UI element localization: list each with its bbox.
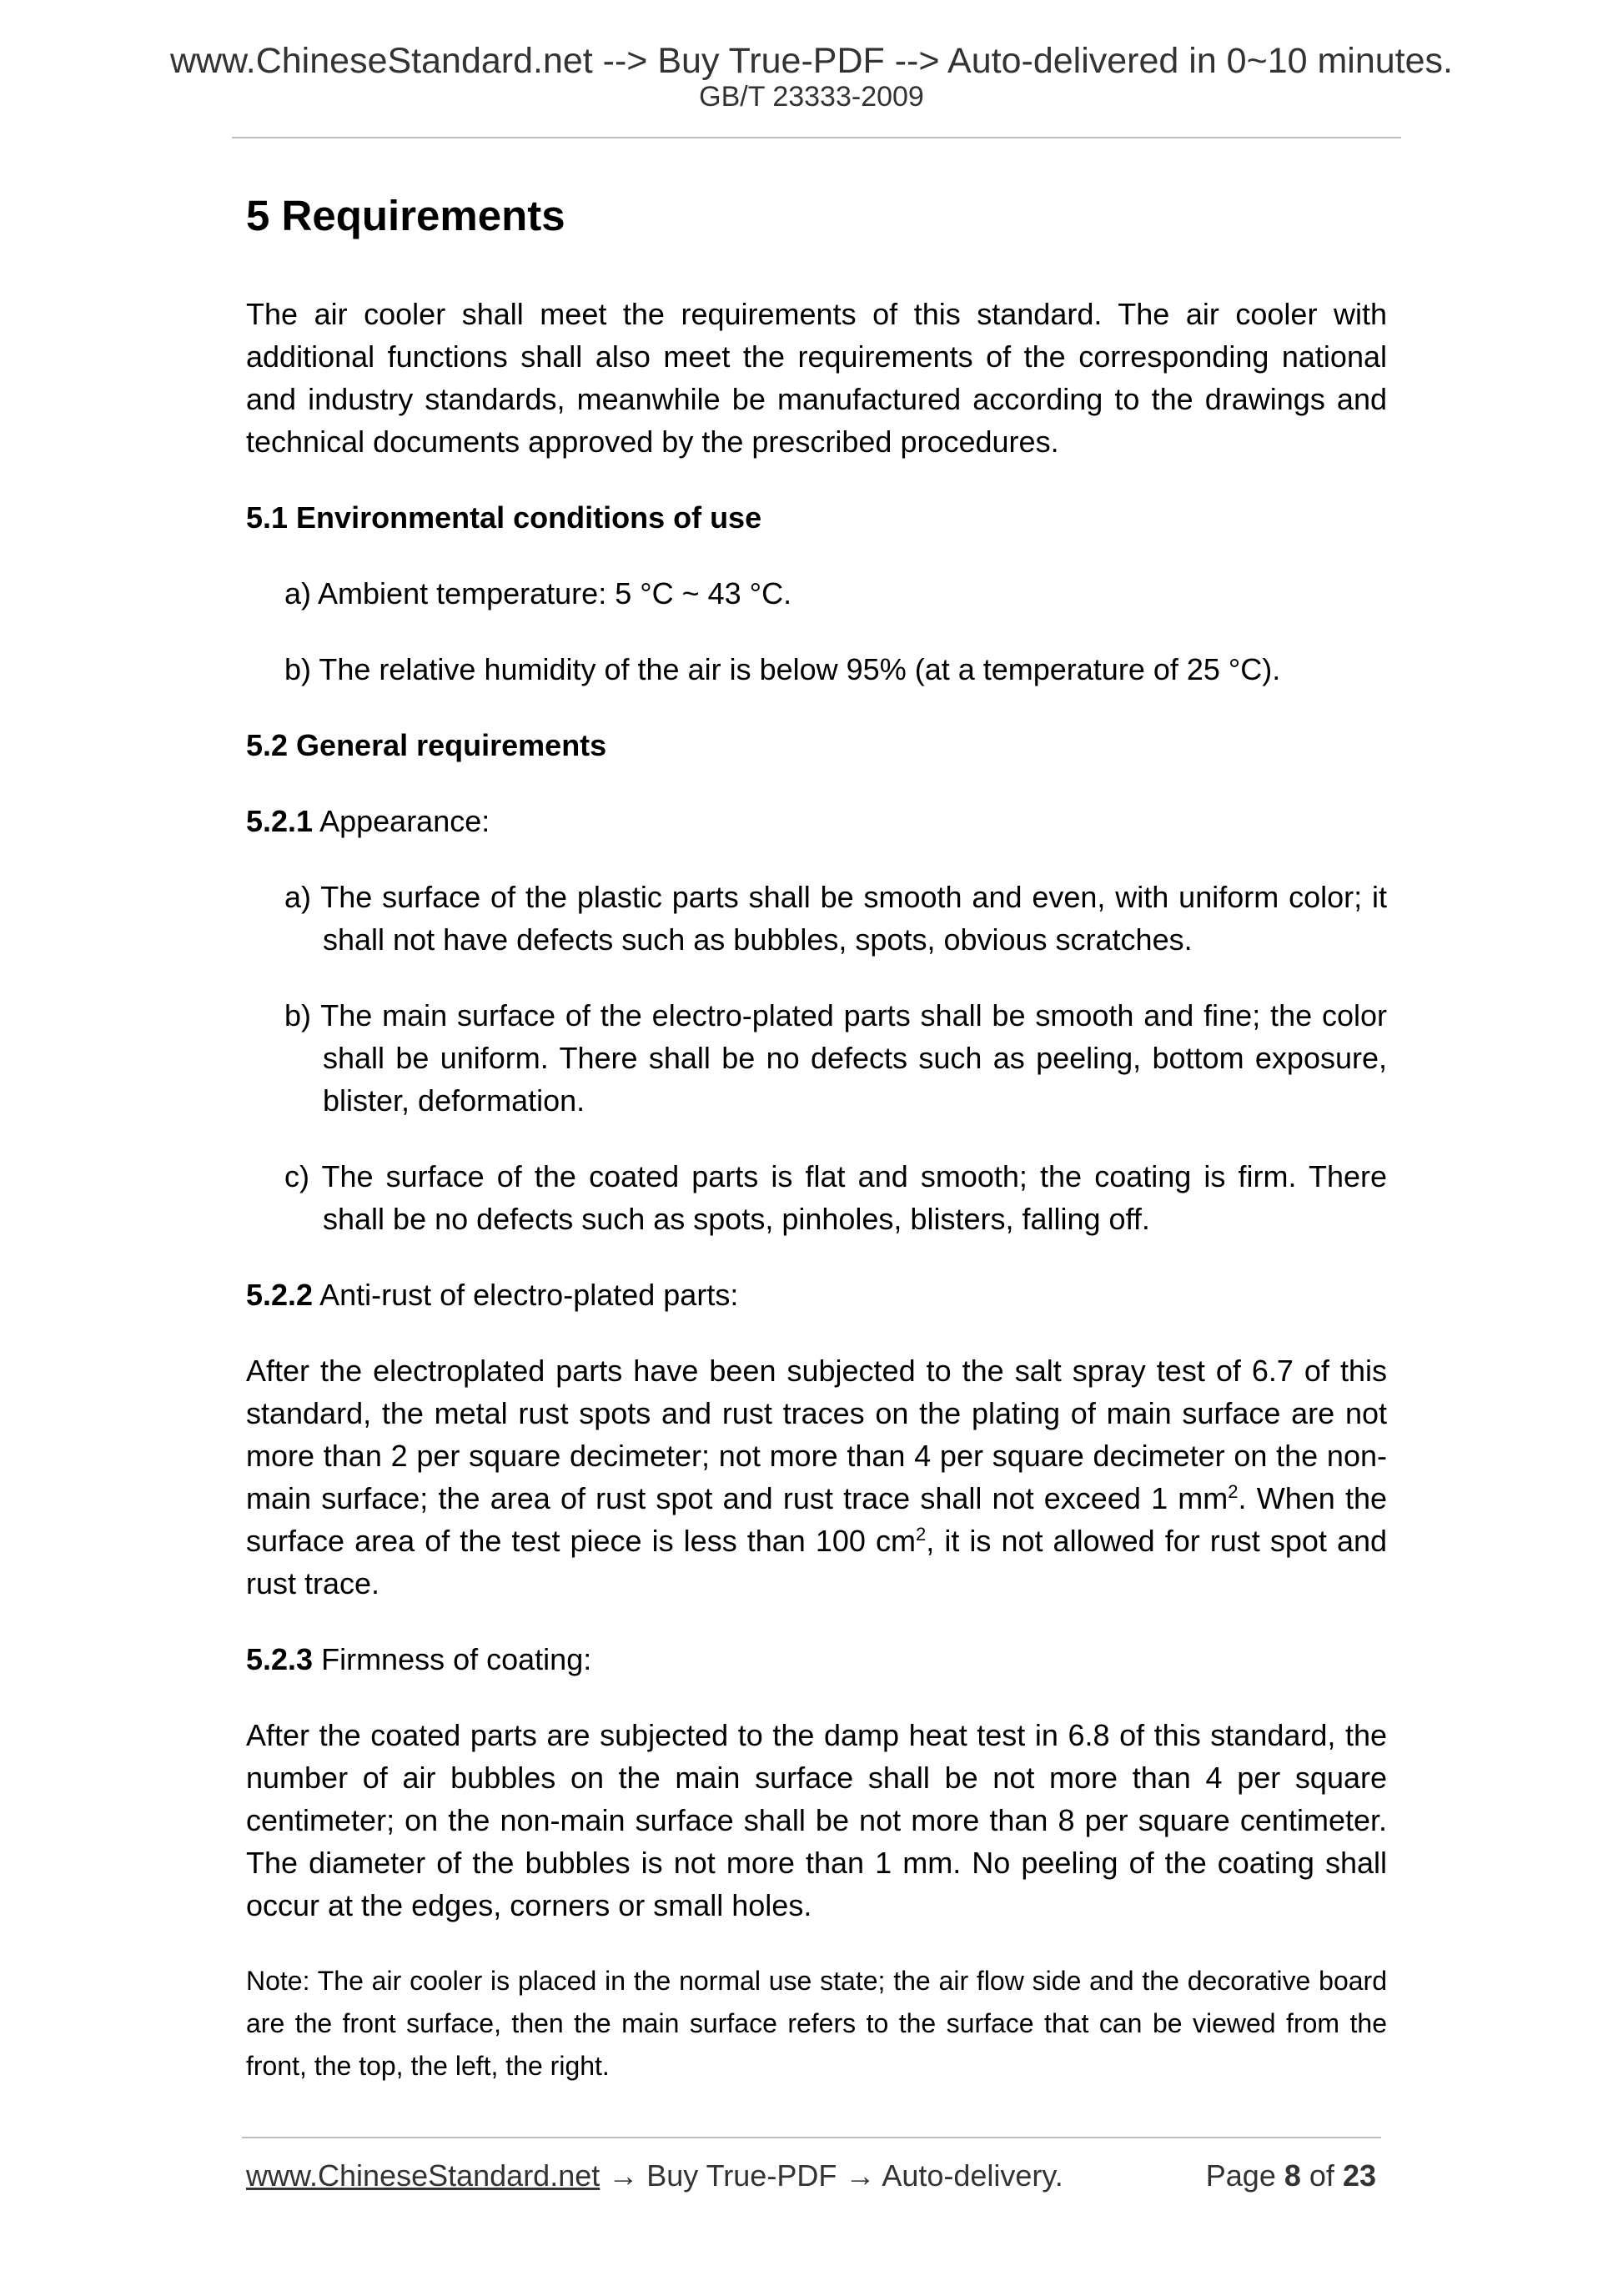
- section-intro: The air cooler shall meet the requirements of this standard. The air cooler with additional functions shall also meet the requirements of the corresponding national and industry standards, meanwhile be manufactured according to the drawings and technical documents approved by the prescribed procedures.: [246, 297, 1387, 460]
- clause-5-2-3: [246, 1638, 1387, 1681]
- clause-5-2-1: [246, 800, 1387, 842]
- section-title: 5 Requirements: [246, 192, 565, 239]
- clause-5-2-3-text: After the coated parts are subjected to the damp heat test in 6.8 of this standard, the number of air bubbles on the main surface shall be not more than 4 per square centimeter; on the non-main surface shall be not more than 8 per square centimeter. The diameter of the bubbles is not more than 1 mm. No peeling of the coating shall occur at the edges, corners or small holes.: [246, 1718, 1387, 1923]
- page-number: 8: [1284, 2158, 1301, 2193]
- superscript: 2: [1228, 1481, 1239, 1503]
- note: Note: The air cooler is placed in the normal use state; the air flow side and the decorative board are the front surface, then the main surface refers to the surface that can be viewed from the front, the top, the left, the right.: [246, 1966, 1387, 2082]
- list-item: b) The main surface of the electro-plated parts shall be smooth and fine; the color shall be uniform. There shall be no defects such as peeling, bottom exposure, blister, deformation.: [284, 998, 1387, 1118]
- total-pages: 23: [1342, 2158, 1376, 2193]
- website-link[interactable]: www.ChineseStandard.net: [246, 2158, 600, 2193]
- list-item: a) The surface of the plastic parts shall be smooth and even, with uniform color; it shall not have defects such as bubbles, spots, obvious scratches.: [284, 880, 1387, 957]
- top-banner: www.ChineseStandard.net --> Buy True-PDF --> Auto-delivered in 0~10 minutes.: [169, 41, 1453, 81]
- header-divider: [232, 137, 1401, 138]
- subsection-heading-5-2: 5.2 General requirements: [246, 728, 607, 763]
- list-item: a) Ambient temperature: 5 °C ~ 43 °C.: [284, 576, 792, 611]
- footer-divider: [242, 2137, 1381, 2138]
- clause-number: 5.2.2: [246, 1278, 314, 1313]
- list-item: c) The surface of the coated parts is flat and smooth; the coating is firm. There shall be no defects such as spots, pinholes, blisters, falling off.: [284, 1159, 1387, 1237]
- clause-title: Appearance:: [319, 804, 490, 839]
- superscript: 2: [916, 1524, 927, 1545]
- subsection-heading-5-1: 5.1 Environmental conditions of use: [246, 500, 762, 535]
- clause-number: 5.2.1: [246, 804, 314, 839]
- standard-code: GB/T 23333-2009: [699, 81, 924, 113]
- clause-5-2-2: [246, 1274, 1387, 1316]
- clause-title: Anti-rust of electro-plated parts:: [319, 1278, 739, 1313]
- footer-tagline: → Buy True-PDF → Auto-delivery.: [600, 2158, 1063, 2193]
- list-item: b) The relative humidity of the air is below 95% (at a temperature of 25 °C).: [284, 652, 1281, 687]
- page-counter: Page 8 of 23: [1205, 2158, 1376, 2193]
- clause-5-2-2-text: After the electroplated parts have been subjected to the salt spray test of 6.7 of this standard, the metal rust spots and rust traces on the plating of main surface are not more than 2 per square decimeter; not more than 4 per square decimeter on the non-main surface; the area of rust spot and rust trace shall not exceed 1 $mm^2$. When the surface area of the test piece is less than 100 $cm^2$, it is not allowed for rust spot and rust trace.: [246, 1354, 1388, 1601]
- clause-title: Firmness of coating:: [321, 1642, 592, 1677]
- document-body: [246, 190, 1387, 2088]
- clause-number: 5.2.3: [246, 1642, 314, 1677]
